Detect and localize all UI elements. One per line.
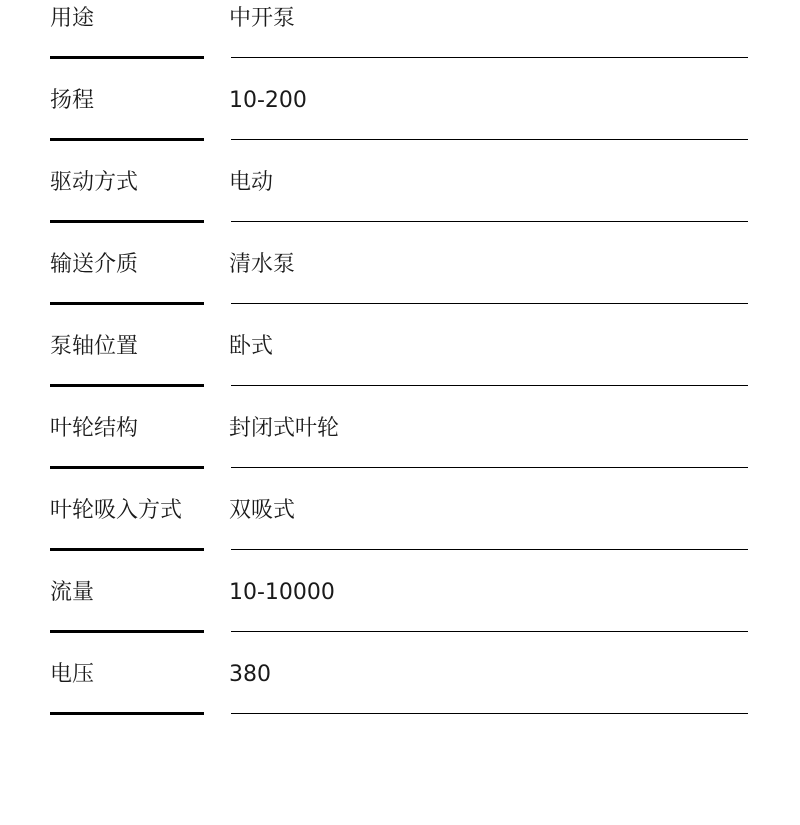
spec-label: 电压 bbox=[50, 662, 95, 687]
spec-value: 10-10000 bbox=[229, 580, 335, 605]
spec-label: 泵轴位置 bbox=[50, 334, 139, 359]
value-divider bbox=[231, 303, 748, 304]
label-divider bbox=[50, 630, 204, 633]
label-divider bbox=[50, 466, 204, 469]
value-divider bbox=[231, 221, 748, 222]
spec-value: 中开泵 bbox=[229, 6, 296, 31]
spec-value: 清水泵 bbox=[229, 252, 296, 277]
spec-value: 380 bbox=[229, 662, 271, 687]
spec-value: 封闭式叶轮 bbox=[229, 416, 340, 441]
label-divider bbox=[50, 548, 204, 551]
spec-value: 双吸式 bbox=[229, 498, 296, 523]
value-divider bbox=[231, 385, 748, 386]
spec-row-usage bbox=[50, 0, 748, 82]
value-divider bbox=[231, 57, 748, 58]
spec-label: 流量 bbox=[50, 580, 95, 605]
spec-label: 用途 bbox=[50, 6, 95, 31]
spec-row-impeller-suction bbox=[50, 492, 748, 574]
spec-value: 卧式 bbox=[229, 334, 274, 359]
spec-row-head bbox=[50, 82, 748, 164]
value-divider bbox=[231, 467, 748, 468]
label-divider bbox=[50, 220, 204, 223]
label-divider bbox=[50, 712, 204, 715]
label-divider bbox=[50, 56, 204, 59]
value-divider bbox=[231, 549, 748, 550]
spec-label: 输送介质 bbox=[50, 252, 139, 277]
label-divider bbox=[50, 302, 204, 305]
spec-value: 电动 bbox=[229, 170, 274, 195]
value-divider bbox=[231, 713, 748, 714]
label-divider bbox=[50, 138, 204, 141]
spec-row-drive-mode bbox=[50, 164, 748, 246]
spec-row-flow bbox=[50, 574, 748, 656]
spec-row-impeller-structure bbox=[50, 410, 748, 492]
spec-label: 驱动方式 bbox=[50, 170, 139, 195]
value-divider bbox=[231, 631, 748, 632]
spec-row-voltage bbox=[50, 656, 748, 738]
spec-value: 10-200 bbox=[229, 88, 307, 113]
label-divider bbox=[50, 384, 204, 387]
spec-label: 扬程 bbox=[50, 88, 95, 113]
spec-row-shaft-position bbox=[50, 328, 748, 410]
spec-label: 叶轮吸入方式 bbox=[50, 498, 183, 523]
spec-label: 叶轮结构 bbox=[50, 416, 139, 441]
spec-table bbox=[50, 0, 748, 738]
value-divider bbox=[231, 139, 748, 140]
spec-row-medium bbox=[50, 246, 748, 328]
